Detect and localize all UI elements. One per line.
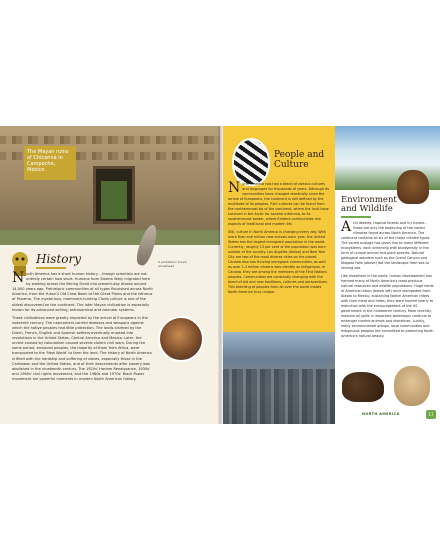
history-paragraph-2: These civilizations were greatly impacted by the arrival of Europeans in the sixteenth century. The newcomers carried diseases and weapons against which the native peoples had little protection. The lands claimed by the Dutch, French, English and Spanish settlers eventually erupted into revolutions in the United States, Central America and Mexico. Later, the unrest caused by colonialism caused several violent civil wars. During the same period, enslaved peoples, the majority of them from Africa, were transported to the 'New World' to farm the land. The history of North America is filled with the hardship and suffering of slaves, especially those in the Caribbean and the United States, and of their descendants after slavery was abolished in the nineteenth century. The 1920s' Harlem Renaissance, 1930s' and 1960s' civil rights movement, and the 1960s and 1970s' Black Power movement are powerful moments in modern North American history. (12, 315, 152, 381)
page-number: 17 (426, 410, 436, 419)
history-heading: History (36, 252, 82, 266)
history-paragraph-1: North America has a short human history – though scientists are not entirely certain how short. Humans from Siberia likely migrated here by walking across the Bering Strait into present-day Alaska around 14,000 years ago. Prehistoric communities of all types flourished across North America, from the Yukon's Old Crow Basin to the Great Plains and the Isthmus of Panama. The mysterious, mammoth-hunting Clovis culture is one of the oldest discovered on the continent. The later Mayan civilization is especially known for its advanced writing, astronomical and calendar systems. (12, 270, 153, 312)
environment-body (341, 221, 435, 342)
tribal-mask-image (232, 138, 270, 186)
environment-underline (341, 216, 371, 218)
portrait-circle-photo (158, 316, 204, 362)
running-footer: NORTH AMERICA (362, 412, 400, 416)
environment-paragraph-1: Arid deserts, tropical forests and icy tundra – these are only the beginning of the varied climates found across North America. The continent contains all six of the major climate types. The varied ecology has given rise to many different ecosystems, each brimming with biodiversity in the form of unique animal and plant species. Natural geological wonders such as the Grand Canyon and Niagara Falls (above) dot the landscape from sea to shining sea. (341, 219, 431, 270)
mayan-ruins-photo (0, 126, 220, 245)
ruins-doorway (93, 166, 135, 224)
history-underline (36, 267, 66, 269)
photo-caption: The Mayan ruins of Chicanná in Campeche, Mexico (24, 146, 76, 180)
bison-image (342, 372, 384, 402)
bear-image (397, 170, 429, 204)
environment-paragraph-2: Like elsewhere in the world, human development has harmed many of North America's most precious natural resources and wildlife populations. Huge herds of American bison (below left) once stampeded from Alaska to Mexico, sustaining Native American tribes with their meat and hides; they were hunted nearly to extinction with the encouragement of the US government in the nineteenth century. More recently, massive oil spills in important waterways continue to endanger marine animals and shorelines. Luckily, many environmental groups, local communities and Indigenous peoples are committed to protecting North America's natural beauty. (341, 274, 434, 338)
people-heading: People and Culture (274, 150, 325, 170)
people-dropcap: N (228, 180, 241, 196)
environment-heading: Environment and Wildlife (341, 195, 397, 214)
people-paragraph-1: North America has had a blend of various cultures and languages for thousands of years. Although its communities have changed drastically since the arrival of Europeans, the continent is still defined by the multitude of its peoples. Rich cultures can be found from the northernmost tip of the continent, where the Inuit have survived in the Arctic for several millennia, to its southernmost border, where Emberá communities mix aspects of traditional and modern life. (228, 180, 329, 226)
people-body (228, 182, 330, 298)
book-gutter (218, 126, 223, 424)
environment-dropcap: A (341, 219, 352, 235)
lynx-image (394, 366, 430, 406)
los-angeles-photo (223, 332, 335, 424)
arrowhead-caption: A prehistoric Clovis arrowhead (158, 260, 187, 268)
history-dropcap: N (12, 270, 25, 286)
history-body (12, 272, 154, 385)
book-spread (0, 126, 440, 424)
people-paragraph-2: Still, culture in North America is changing every day. With more than one million new arrivals each year, the United States has the largest immigrant population in the world. Currently, roughly 13 per cent of the population was born outside of the country. Los Angeles (below) and New York City are two of the most diverse cities on the planet. Canada also has thriving immigrant communities, as well as over 1.4 million citizens who identify as Indigenous. In Canada, they are among the members of the First Nations peoples. Communities are constantly changing with the blend of old and new traditions, cultures and perspectives. This blending of peoples from all over the world makes North America truly unique. (228, 230, 328, 294)
